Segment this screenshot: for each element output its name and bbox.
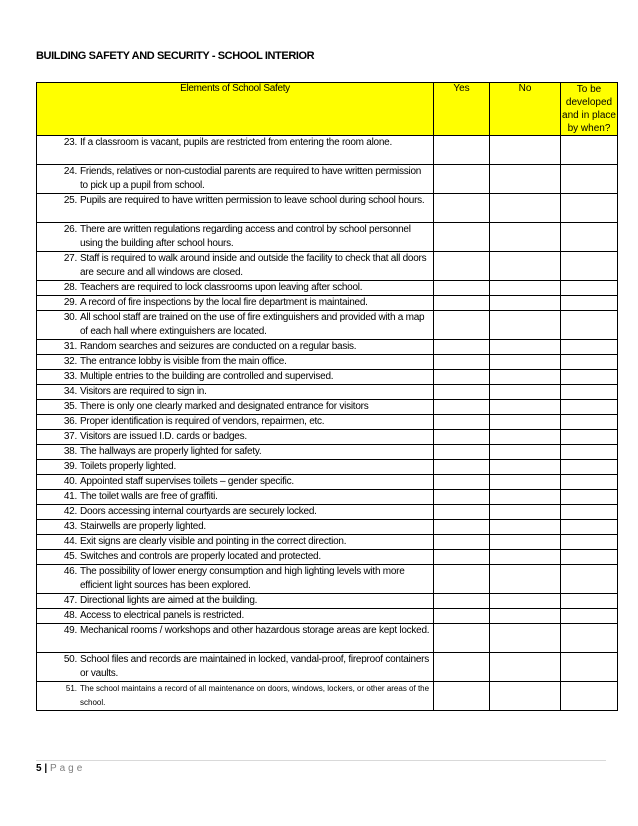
yes-cell[interactable] xyxy=(434,281,490,296)
item-number: 32. xyxy=(63,356,77,367)
item-text: Random searches and seizures are conducted on a regular basis. xyxy=(80,341,357,352)
developed-cell[interactable] xyxy=(561,400,618,415)
no-cell[interactable] xyxy=(490,535,561,550)
developed-cell[interactable] xyxy=(561,165,618,194)
yes-cell[interactable] xyxy=(434,445,490,460)
item-text: Switches and controls are properly located and protected. xyxy=(80,551,321,562)
no-cell[interactable] xyxy=(490,430,561,445)
yes-cell[interactable] xyxy=(434,535,490,550)
no-cell[interactable] xyxy=(490,296,561,311)
item-text: Friends, relatives or non-custodial parents are required to have written permission to pick up a pupil from school. xyxy=(80,166,422,191)
table-row xyxy=(37,460,618,475)
table-body xyxy=(37,136,618,711)
no-cell[interactable] xyxy=(490,475,561,490)
safety-element-cell xyxy=(37,311,434,340)
item-text: The school maintains a record of all maintenance on doors, windows, lockers, or other areas of the school. xyxy=(80,684,430,707)
developed-cell[interactable] xyxy=(561,594,618,609)
safety-element-cell xyxy=(37,194,434,223)
no-cell[interactable] xyxy=(490,311,561,340)
item-text: Proper identification is required of vendors, repairmen, etc. xyxy=(80,416,325,427)
item-text: Stairwells are properly lighted. xyxy=(80,521,206,532)
item-text: Visitors are required to sign in. xyxy=(80,386,207,397)
item-number: 39. xyxy=(63,461,77,472)
no-cell[interactable] xyxy=(490,565,561,594)
safety-element-cell xyxy=(37,653,434,682)
no-cell[interactable] xyxy=(490,340,561,355)
table-row xyxy=(37,355,618,370)
safety-element-cell xyxy=(37,370,434,385)
developed-cell[interactable] xyxy=(561,355,618,370)
safety-element-cell xyxy=(37,490,434,505)
table-row xyxy=(37,400,618,415)
yes-cell[interactable] xyxy=(434,460,490,475)
developed-cell[interactable] xyxy=(561,609,618,624)
item-text: Directional lights are aimed at the building. xyxy=(80,595,258,606)
no-cell[interactable] xyxy=(490,252,561,281)
developed-cell[interactable] xyxy=(561,520,618,535)
table-row xyxy=(37,520,618,535)
safety-element-cell xyxy=(37,400,434,415)
safety-element-cell xyxy=(37,624,434,653)
developed-cell[interactable] xyxy=(561,252,618,281)
yes-cell[interactable] xyxy=(434,252,490,281)
item-number: 42. xyxy=(63,506,77,517)
no-cell[interactable] xyxy=(490,370,561,385)
developed-cell[interactable] xyxy=(561,445,618,460)
table-row xyxy=(37,223,618,252)
table-row xyxy=(37,490,618,505)
document-title: BUILDING SAFETY AND SECURITY - SCHOOL INTERIOR xyxy=(36,50,315,62)
no-cell[interactable] xyxy=(490,653,561,682)
safety-element-cell xyxy=(37,609,434,624)
yes-cell[interactable] xyxy=(434,475,490,490)
item-text: The entrance lobby is visible from the main office. xyxy=(80,356,287,367)
item-text: Exit signs are clearly visible and pointing in the correct direction. xyxy=(80,536,347,547)
footer-divider xyxy=(36,760,606,761)
table-row xyxy=(37,445,618,460)
developed-cell[interactable] xyxy=(561,624,618,653)
item-text: A record of fire inspections by the local fire department is maintained. xyxy=(80,297,368,308)
safety-element-cell xyxy=(37,296,434,311)
item-number: 30. xyxy=(63,312,77,323)
safety-element-cell xyxy=(37,682,434,711)
item-text: All school staff are trained on the use of fire extinguishers and provided with a map of each hall where extinguishers are located. xyxy=(80,312,425,337)
safety-element-cell xyxy=(37,252,434,281)
no-cell[interactable] xyxy=(490,355,561,370)
developed-cell[interactable] xyxy=(561,653,618,682)
header-developed: To be developed and in place by when? xyxy=(562,84,616,134)
header-elements: Elements of School Safety xyxy=(37,83,434,136)
safety-element-cell xyxy=(37,355,434,370)
no-cell[interactable] xyxy=(490,609,561,624)
table-row xyxy=(37,415,618,430)
table-row xyxy=(37,565,618,594)
safety-element-cell xyxy=(37,460,434,475)
item-text: The hallways are properly lighted for safety. xyxy=(80,446,262,457)
table-row xyxy=(37,475,618,490)
developed-cell[interactable] xyxy=(561,682,618,711)
no-cell[interactable] xyxy=(490,682,561,711)
header-yes: Yes xyxy=(434,83,490,136)
item-number: 27. xyxy=(63,253,77,264)
table-header-row xyxy=(37,83,618,136)
item-text: Staff is required to walk around inside and outside the facility to check that all doors are secure and all windows are closed. xyxy=(80,253,427,278)
item-number: 51. xyxy=(65,684,77,693)
developed-cell[interactable] xyxy=(561,415,618,430)
no-cell[interactable] xyxy=(490,594,561,609)
yes-cell[interactable] xyxy=(434,505,490,520)
item-number: 37. xyxy=(63,431,77,442)
safety-element-cell xyxy=(37,565,434,594)
table-row xyxy=(37,550,618,565)
safety-element-cell xyxy=(37,445,434,460)
no-cell[interactable] xyxy=(490,550,561,565)
yes-cell[interactable] xyxy=(434,550,490,565)
no-cell[interactable] xyxy=(490,415,561,430)
item-text: The possibility of lower energy consumption and high lighting levels with more efficient light sources has been explored. xyxy=(80,566,405,591)
no-cell[interactable] xyxy=(490,445,561,460)
no-cell[interactable] xyxy=(490,385,561,400)
table-row xyxy=(37,281,618,296)
item-text: There are written regulations regarding access and control by school personnel using the building after school hours. xyxy=(80,224,411,249)
developed-cell[interactable] xyxy=(561,223,618,252)
developed-cell[interactable] xyxy=(561,460,618,475)
yes-cell[interactable] xyxy=(434,430,490,445)
developed-cell[interactable] xyxy=(561,385,618,400)
item-text: Teachers are required to lock classrooms upon leaving after school. xyxy=(80,282,363,293)
yes-cell[interactable] xyxy=(434,400,490,415)
yes-cell[interactable] xyxy=(434,415,490,430)
item-number: 26. xyxy=(63,224,77,235)
page-number: 5 xyxy=(36,763,42,774)
no-cell[interactable] xyxy=(490,624,561,653)
item-number: 33. xyxy=(63,371,77,382)
item-number: 41. xyxy=(63,491,77,502)
item-text: Visitors are issued I.D. cards or badges. xyxy=(80,431,247,442)
item-text: Pupils are required to have written permission to leave school during school hours. xyxy=(80,195,425,206)
table-row xyxy=(37,311,618,340)
no-cell[interactable] xyxy=(490,281,561,296)
item-text: There is only one clearly marked and designated entrance for visitors xyxy=(80,401,369,412)
item-number: 47. xyxy=(63,595,77,606)
yes-cell[interactable] xyxy=(434,682,490,711)
table-row xyxy=(37,165,618,194)
yes-cell[interactable] xyxy=(434,370,490,385)
item-number: 36. xyxy=(63,416,77,427)
safety-element-cell xyxy=(37,223,434,252)
no-cell[interactable] xyxy=(490,490,561,505)
no-cell[interactable] xyxy=(490,460,561,475)
safety-element-cell xyxy=(37,136,434,165)
developed-cell[interactable] xyxy=(561,430,618,445)
safety-element-cell xyxy=(37,415,434,430)
yes-cell[interactable] xyxy=(434,340,490,355)
developed-cell[interactable] xyxy=(561,490,618,505)
item-text: Doors accessing internal courtyards are securely locked. xyxy=(80,506,317,517)
safety-element-cell xyxy=(37,535,434,550)
table-row xyxy=(37,296,618,311)
table-row xyxy=(37,194,618,223)
yes-cell[interactable] xyxy=(434,311,490,340)
yes-cell[interactable] xyxy=(434,490,490,505)
yes-cell[interactable] xyxy=(434,355,490,370)
safety-element-cell xyxy=(37,430,434,445)
item-number: 23. xyxy=(63,137,77,148)
item-number: 25. xyxy=(63,195,77,206)
item-number: 49. xyxy=(63,625,77,636)
table-row xyxy=(37,594,618,609)
yes-cell[interactable] xyxy=(434,223,490,252)
table-row xyxy=(37,624,618,653)
developed-cell[interactable] xyxy=(561,550,618,565)
safety-checklist-table xyxy=(36,82,618,711)
yes-cell[interactable] xyxy=(434,594,490,609)
safety-element-cell xyxy=(37,385,434,400)
developed-cell[interactable] xyxy=(561,340,618,355)
item-text: Toilets properly lighted. xyxy=(80,461,177,472)
developed-cell[interactable] xyxy=(561,505,618,520)
item-text: Access to electrical panels is restricted. xyxy=(80,610,245,621)
item-number: 44. xyxy=(63,536,77,547)
item-number: 50. xyxy=(63,654,77,665)
no-cell[interactable] xyxy=(490,520,561,535)
item-number: 29. xyxy=(63,297,77,308)
footer-separator: | xyxy=(44,763,48,774)
developed-cell[interactable] xyxy=(561,370,618,385)
no-cell[interactable] xyxy=(490,400,561,415)
developed-cell[interactable] xyxy=(561,136,618,165)
item-number: 46. xyxy=(63,566,77,577)
safety-element-cell xyxy=(37,165,434,194)
developed-cell[interactable] xyxy=(561,565,618,594)
page-label: Page xyxy=(49,763,86,774)
table-row xyxy=(37,505,618,520)
safety-element-cell xyxy=(37,340,434,355)
yes-cell[interactable] xyxy=(434,565,490,594)
developed-cell[interactable] xyxy=(561,281,618,296)
table-row xyxy=(37,136,618,165)
item-number: 35. xyxy=(63,401,77,412)
developed-cell[interactable] xyxy=(561,311,618,340)
yes-cell[interactable] xyxy=(434,165,490,194)
yes-cell[interactable] xyxy=(434,194,490,223)
yes-cell[interactable] xyxy=(434,609,490,624)
table-row xyxy=(37,653,618,682)
table-row xyxy=(37,340,618,355)
no-cell[interactable] xyxy=(490,165,561,194)
item-number: 48. xyxy=(63,610,77,621)
item-text: School files and records are maintained in locked, vandal-proof, fireproof containers or vaults. xyxy=(80,654,429,679)
item-number: 38. xyxy=(63,446,77,457)
safety-element-cell xyxy=(37,475,434,490)
yes-cell[interactable] xyxy=(434,624,490,653)
table-row xyxy=(37,682,618,711)
item-number: 28. xyxy=(63,282,77,293)
table-row xyxy=(37,609,618,624)
no-cell[interactable] xyxy=(490,505,561,520)
yes-cell[interactable] xyxy=(434,296,490,311)
safety-element-cell xyxy=(37,520,434,535)
developed-cell[interactable] xyxy=(561,296,618,311)
safety-element-cell xyxy=(37,281,434,296)
table-row xyxy=(37,385,618,400)
table-row xyxy=(37,535,618,550)
item-number: 45. xyxy=(63,551,77,562)
yes-cell[interactable] xyxy=(434,520,490,535)
item-number: 43. xyxy=(63,521,77,532)
yes-cell[interactable] xyxy=(434,653,490,682)
yes-cell[interactable] xyxy=(434,136,490,165)
item-text: If a classroom is vacant, pupils are restricted from entering the room alone. xyxy=(80,137,393,148)
developed-cell[interactable] xyxy=(561,535,618,550)
item-number: 40. xyxy=(63,476,77,487)
table-row xyxy=(37,252,618,281)
safety-element-cell xyxy=(37,594,434,609)
item-text: Appointed staff supervises toilets – gender specific. xyxy=(80,476,294,487)
no-cell[interactable] xyxy=(490,136,561,165)
safety-element-cell xyxy=(37,550,434,565)
developed-cell[interactable] xyxy=(561,475,618,490)
no-cell[interactable] xyxy=(490,223,561,252)
item-number: 31. xyxy=(63,341,77,352)
developed-cell[interactable] xyxy=(561,194,618,223)
yes-cell[interactable] xyxy=(434,385,490,400)
table-row xyxy=(37,370,618,385)
item-number: 34. xyxy=(63,386,77,397)
item-number: 24. xyxy=(63,166,77,177)
item-text: The toilet walls are free of graffiti. xyxy=(80,491,218,502)
safety-element-cell xyxy=(37,505,434,520)
item-text: Mechanical rooms / workshops and other hazardous storage areas are kept locked. xyxy=(80,625,430,636)
page-footer xyxy=(36,763,85,774)
header-no: No xyxy=(490,83,561,136)
table-row xyxy=(37,430,618,445)
no-cell[interactable] xyxy=(490,194,561,223)
item-text: Multiple entries to the building are controlled and supervised. xyxy=(80,371,334,382)
